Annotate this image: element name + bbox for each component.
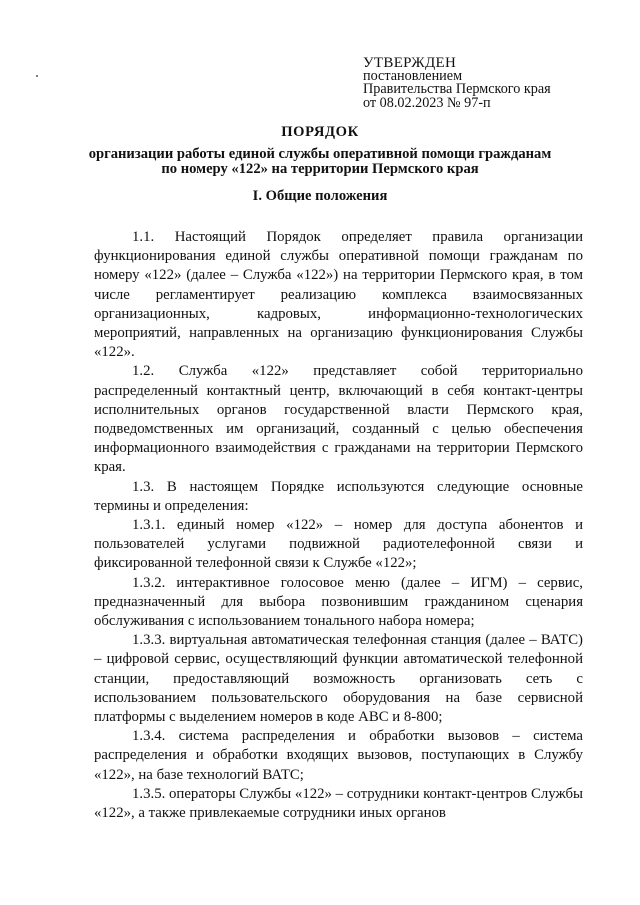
document-subtitle-line-1: организации работы единой службы оперативной помощи гражданам (88, 146, 552, 162)
paragraph-1-2: 1.2. Служба «122» представляет собой территориально распределенный контактный центр, включающий в себя контакт-центры исполнительных органов государственной власти Пермского края, подведомственных им организаций, созданный с целью обеспечения информационного взаимодействия с гражданами на территории Пермского края. (94, 363, 583, 476)
document-body (94, 228, 583, 823)
document-subtitle-line-2: по номеру «122» на территории Пермского края (161, 161, 479, 177)
approval-line-date-number: от 08.02.2023 № 97-п (363, 94, 491, 111)
section-heading: I. Общие положения (252, 188, 388, 204)
paragraph-1-3-3: 1.3.3. виртуальная автоматическая телефонная станция (далее – ВАТС) – цифровой сервис, осуществляющий функции автоматической телефонной станции, предоставляющий возможность организовать сеть с использованием пользовательского оборудования на базе сервисной платформы с выделением номеров в коде АВС и 8-800; (94, 632, 583, 726)
approval-line-approved: УТВЕРЖДЕН (363, 55, 457, 71)
approval-line-government: Правительства Пермского края (363, 81, 551, 98)
paragraph-1-3-1: 1.3.1. единый номер «122» – номер для доступа абонентов и пользователей услугами подвижной радиотелефонной связи и фиксированной телефонной связи к Службе «122»; (94, 517, 583, 572)
document-title: ПОРЯДОК (281, 124, 359, 140)
scan-speck (36, 75, 38, 77)
paragraph-1-3-5: 1.3.5. операторы Службы «122» – сотрудники контакт-центров Службы «122», а также привлекаемые сотрудники иных органов (94, 785, 583, 822)
paragraph-1-3-4: 1.3.4. система распределения и обработки вызовов – система распределения и обработки входящих вызовов, поступающих в Службу «122», на базе технологий ВАТС; (94, 728, 583, 783)
approval-stamp-block (363, 57, 613, 110)
paragraph-1-3: 1.3. В настоящем Порядке используются следующие основные термины и определения: (94, 478, 583, 514)
paragraph-1-3-2: 1.3.2. интерактивное голосовое меню (далее – ИГМ) – сервис, предназначенный для выбора позвонившим гражданином сценария обслуживания с использованием тонального набора номера; (94, 574, 583, 630)
approval-line-resolution: постановлением (363, 68, 463, 85)
paragraph-1-1: 1.1. Настоящий Порядок определяет правила организации функционирования единой службы оперативной помощи гражданам по номеру «122» (далее – Служба «122») на территории Пермского края, в том числе регламентирует реализацию комплекса взаимосвязанных организационных, кадровых, информационно-технологических мероприятий, направленных на организацию функционирования Службы «122». (94, 229, 583, 361)
